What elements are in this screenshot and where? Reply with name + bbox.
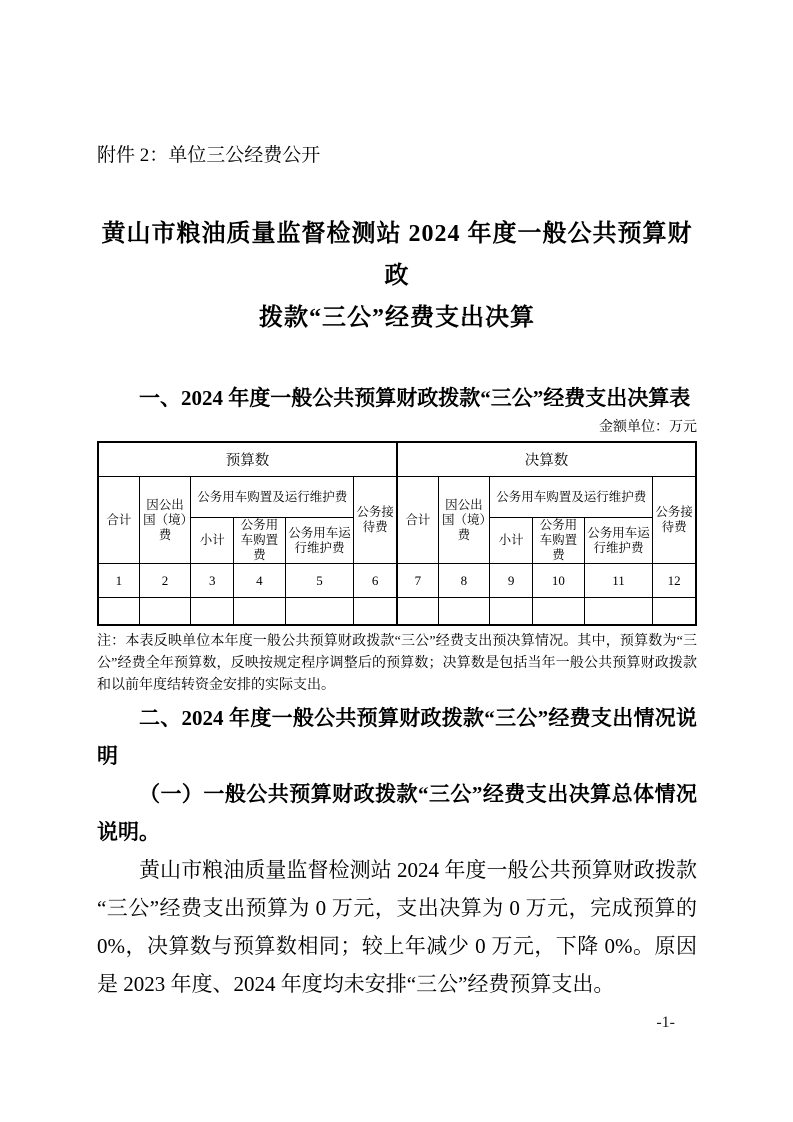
final-maintenance-header: 公务用车运行维护费 [584, 518, 653, 564]
budget-group-header: 预算数 [98, 442, 397, 477]
table-group-header-row [98, 442, 696, 477]
column-number-cell: 2 [139, 564, 190, 598]
final-group-header: 决算数 [397, 442, 696, 477]
document-title-line1: 黄山市粮油质量监督检测站 2024 年度一般公共预算财政 [101, 221, 693, 289]
value-cell [285, 598, 354, 626]
document-title-line2: 拨款“三公”经费支出决算 [259, 305, 535, 331]
value-cell [397, 598, 438, 626]
page-number: -1- [656, 1014, 675, 1031]
budget-subtotal-header: 小计 [191, 518, 234, 564]
column-number-cell: 12 [653, 564, 696, 598]
section1-heading: 一、2024 年度一般公共预算财政拨款“三公”经费支出决算表 [139, 386, 691, 410]
final-reception-header: 公务接待费 [653, 477, 696, 564]
budget-total-header: 合计 [98, 477, 139, 564]
section2-sub-heading: （一）一般公共预算财政拨款“三公”经费支出决算总体情况说明。 [97, 782, 697, 844]
value-cell [653, 598, 696, 626]
table-subheader-row-1 [98, 477, 696, 518]
value-cell [533, 598, 584, 626]
budget-reception-header: 公务接待费 [354, 477, 397, 564]
attachment-label: 附件 2：单位三公经费公开 [97, 145, 321, 166]
column-number-cell: 4 [234, 564, 285, 598]
column-number-cell: 8 [438, 564, 489, 598]
value-cell [98, 598, 139, 626]
value-cell [234, 598, 285, 626]
budget-purchase-header: 公务用车购置费 [234, 518, 285, 564]
value-cell [139, 598, 190, 626]
section2-heading: 二、2024 年度一般公共预算财政拨款“三公”经费支出情况说明 [97, 706, 697, 768]
section2-paragraph: 黄山市粮油质量监督检测站 2024 年度一般公共预算财政拨款“三公”经费支出预算为 0 万元，支出决算为 0 万元，完成预算的 0%，决算数与预算数相同；较上年减少 0 万元，下降 0%。原因是 2023 年度、2024 年度均未安排“三公”经费预算支出。 [97, 858, 697, 996]
value-cell [191, 598, 234, 626]
column-number-row [98, 564, 696, 598]
final-abroad-header: 因公出国（境）费 [438, 477, 489, 564]
budget-maintenance-header: 公务用车运行维护费 [285, 518, 354, 564]
value-cell [438, 598, 489, 626]
column-number-cell: 11 [584, 564, 653, 598]
final-subtotal-header: 小计 [490, 518, 533, 564]
column-number-cell: 1 [98, 564, 139, 598]
column-number-cell: 6 [354, 564, 397, 598]
value-cell [354, 598, 397, 626]
column-number-cell: 7 [397, 564, 438, 598]
final-vehicle-group-header: 公务用车购置及运行维护费 [490, 477, 653, 518]
column-number-cell: 10 [533, 564, 584, 598]
three-public-expense-table [97, 441, 697, 626]
value-cell [490, 598, 533, 626]
column-number-cell: 3 [191, 564, 234, 598]
table-value-row [98, 598, 696, 626]
budget-abroad-header: 因公出国（境）费 [139, 477, 190, 564]
column-number-cell: 9 [490, 564, 533, 598]
budget-vehicle-group-header: 公务用车购置及运行维护费 [191, 477, 354, 518]
column-number-cell: 5 [285, 564, 354, 598]
value-cell [584, 598, 653, 626]
final-total-header: 合计 [397, 477, 438, 564]
table-note: 注：本表反映单位本年度一般公共预算财政拨款“三公”经费支出预决算情况。其中，预算数为“三公”经费全年预算数，反映按规定程序调整后的预算数；决算数是包括当年一般公共预算财政拨款和以前年度结转资金安排的实际支出。 [97, 634, 697, 693]
final-purchase-header: 公务用车购置费 [533, 518, 584, 564]
amount-unit-note: 金额单位：万元 [599, 420, 697, 435]
document-title [97, 213, 697, 339]
